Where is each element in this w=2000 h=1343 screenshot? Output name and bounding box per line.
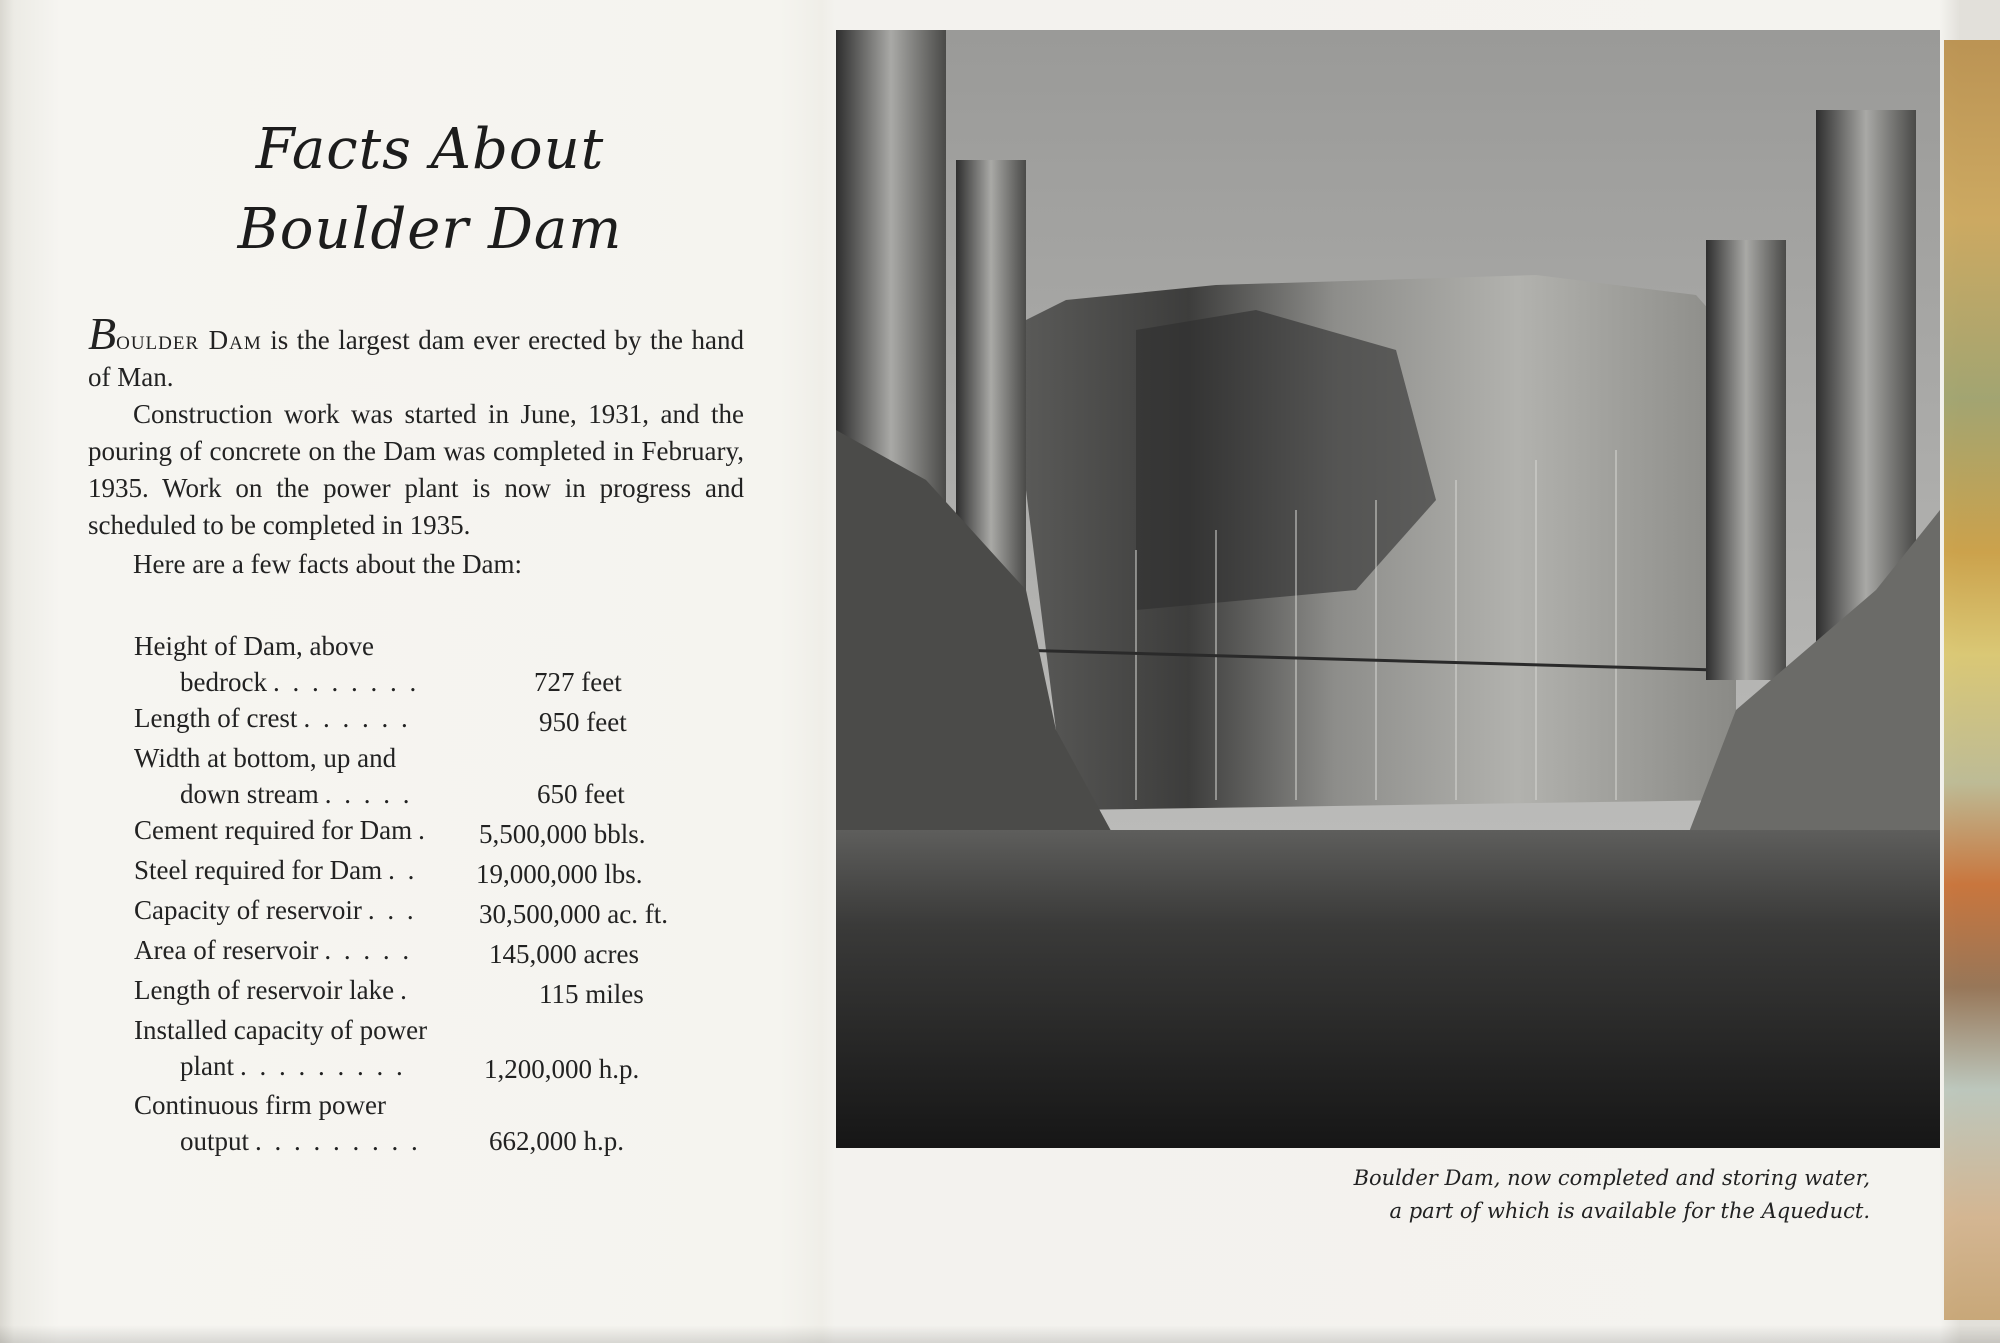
fact-label-line1: Length of reservoir lake xyxy=(134,975,395,1005)
facts-intro: Here are a few facts about the Dam: xyxy=(133,549,523,579)
fact-row xyxy=(134,700,774,740)
lead-rest: is the largest dam ever erected by the hand of Man. xyxy=(88,325,744,392)
caption-line-2: a part of which is available for the Aqueduct. xyxy=(1389,1199,1870,1223)
fact-label xyxy=(134,1087,494,1159)
fact-value: 950 feet xyxy=(539,707,627,737)
fact-label xyxy=(134,932,494,968)
fact-value: 1,200,000 h.p. xyxy=(484,1054,640,1084)
fact-value: 115 miles xyxy=(539,979,644,1009)
photo-caption xyxy=(1270,1162,1870,1228)
fact-label-line1: Steel required for Dam xyxy=(134,855,383,885)
fact-value: 145,000 acres xyxy=(489,939,639,969)
fact-row xyxy=(134,852,774,892)
fact-label xyxy=(134,812,494,848)
fact-value: 30,500,000 ac. ft. xyxy=(479,899,668,929)
fact-label xyxy=(134,852,494,888)
fact-row xyxy=(134,892,774,932)
caption-line-1: Boulder Dam, now completed and storing water, xyxy=(1353,1166,1870,1190)
lead-smallcaps: oulder Dam xyxy=(116,325,262,355)
fact-label-line2: output xyxy=(180,1126,250,1156)
fact-value: 662,000 h.p. xyxy=(489,1126,624,1156)
intro-text xyxy=(88,308,744,583)
fact-row xyxy=(134,1012,774,1087)
fact-leader-dots: . . . . . . . . xyxy=(272,667,420,697)
title-line-2: Boulder Dam xyxy=(237,197,623,262)
page-title xyxy=(200,110,660,270)
fact-value: 727 feet xyxy=(534,667,622,697)
next-page-edge xyxy=(1944,40,2000,1320)
fact-label-line1: Width at bottom, up and xyxy=(134,743,397,773)
fact-row xyxy=(134,812,774,852)
fact-label-line1: Continuous firm power xyxy=(134,1090,386,1120)
fact-row xyxy=(134,628,774,700)
dam-photo xyxy=(836,30,1940,1148)
fact-value: 19,000,000 lbs. xyxy=(476,859,643,889)
fact-label xyxy=(134,700,494,736)
drop-letter: B xyxy=(88,308,117,359)
fact-label xyxy=(134,892,494,928)
fact-leader-dots: . . . . . . . . . xyxy=(240,1051,406,1081)
fact-label-line1: Capacity of reservoir xyxy=(134,895,362,925)
fact-label-line1: Area of reservoir xyxy=(134,935,319,965)
facts-table xyxy=(134,628,774,1159)
lead-paragraph xyxy=(88,308,744,396)
fact-label-line1: Cement required for Dam xyxy=(134,815,413,845)
fact-value: 650 feet xyxy=(537,779,625,809)
fact-row xyxy=(134,932,774,972)
construction-paragraph: Construction work was started in June, 1931, and the pouring of concrete on the Dam was completed in February, 1935. Work on the power plant is now in progress and scheduled to be completed in 1935. xyxy=(88,399,744,540)
fact-row xyxy=(134,1087,774,1159)
fact-leader-dots: . . . . . . . . . xyxy=(255,1126,421,1156)
fact-row xyxy=(134,972,774,1012)
fact-value: 5,500,000 bbls. xyxy=(479,819,646,849)
fact-label-line1: Length of crest xyxy=(134,703,298,733)
fact-leader-dots: . . xyxy=(388,855,418,885)
fact-leader-dots: . . . . . xyxy=(324,935,413,965)
fact-label-line1: Installed capacity of power xyxy=(134,1015,428,1045)
fact-leader-dots: . xyxy=(400,975,410,1005)
fact-leader-dots: . . . . . . xyxy=(303,703,411,733)
fact-leader-dots: . . . xyxy=(367,895,417,925)
fact-label xyxy=(134,628,494,700)
title-line-1: Facts About xyxy=(255,117,605,182)
fact-label-line1: Height of Dam, above xyxy=(134,631,374,661)
reservoir-water xyxy=(836,830,1940,1148)
fact-leader-dots: . . . . . xyxy=(324,779,413,809)
fact-label-line2: plant xyxy=(180,1051,234,1081)
fact-label xyxy=(134,1012,494,1084)
fact-label-line2: bedrock xyxy=(180,667,267,697)
intake-tower-right-2 xyxy=(1706,240,1786,680)
fact-label xyxy=(134,740,494,812)
fact-leader-dots: . xyxy=(418,815,428,845)
fact-row xyxy=(134,740,774,812)
fact-label-line2: down stream xyxy=(180,779,319,809)
page-bottom-shadow xyxy=(0,1325,2000,1343)
fact-label xyxy=(134,972,494,1008)
